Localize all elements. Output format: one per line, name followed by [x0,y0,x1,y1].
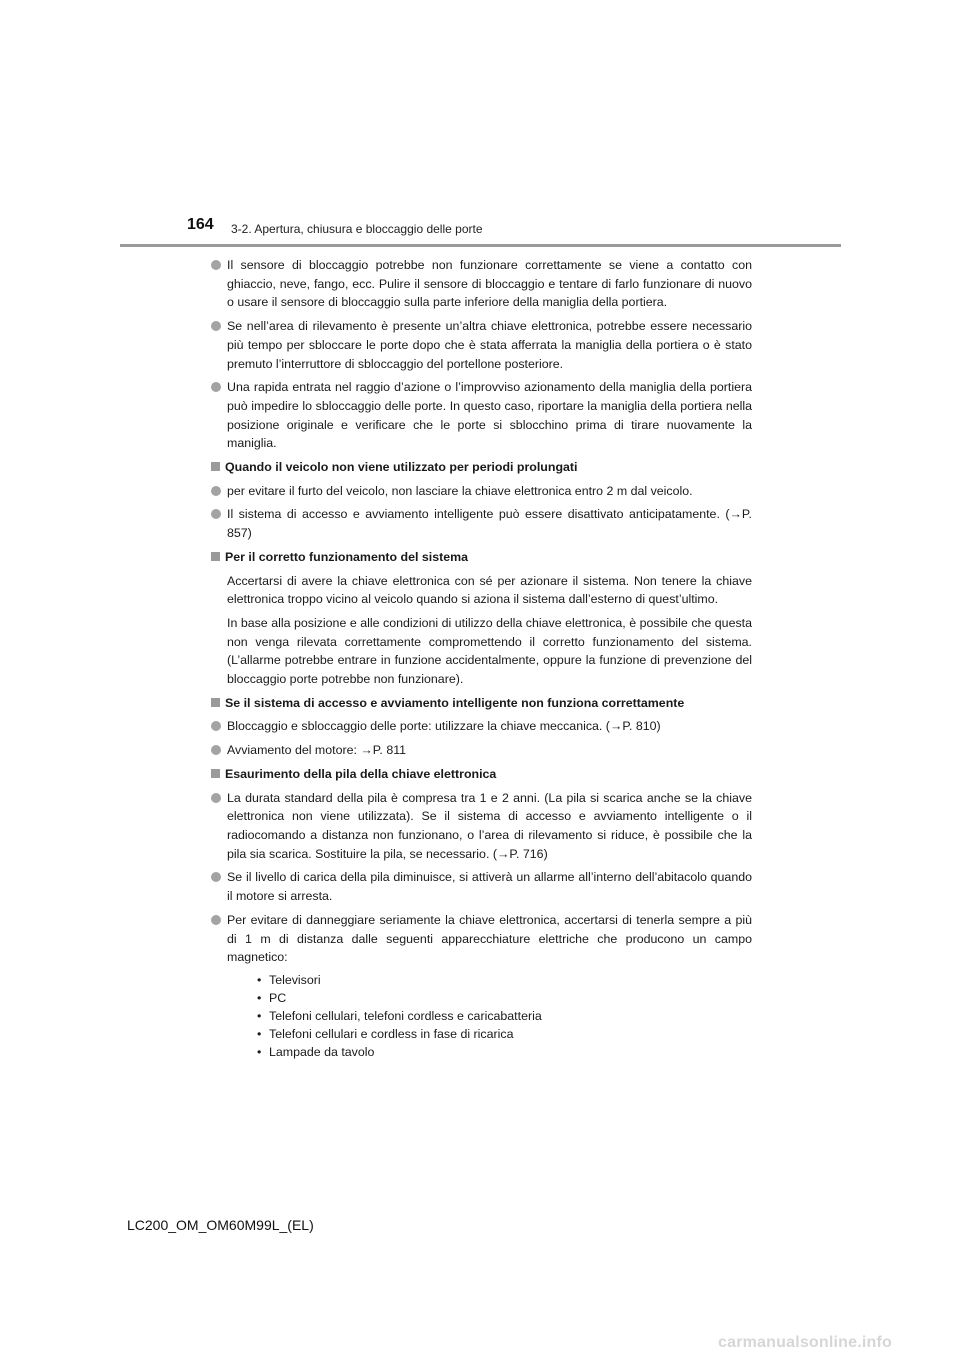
list-item: Una rapida entrata nel raggio d’azione o l’improvviso azionamento della maniglia della portiera può impedire lo sbloccaggio delle porte. In questo caso, riportare la maniglia della portiera nella posizione originale e verificare che le porte si sblocchino prima di tirare nuovamente la maniglia. [211,378,752,453]
device-list [227,971,752,1061]
section-heading: Per il corretto funzionamento del sistema [211,548,752,567]
bullet-dot-icon [211,382,221,392]
list-item: Il sensore di bloccaggio potrebbe non funzionare correttamente se viene a contatto con ghiaccio, neve, fango, ecc. Pulire il sensore di bloccaggio e tentare di farlo funzionare di nuovo o usare il sensore di bloccaggio sulla parte inferiore della maniglia della portiera. [211,256,752,312]
list-item: Bloccaggio e sbloccaggio delle porte: utilizzare la chiave meccanica. (→P. 810) [211,717,752,736]
device-item: • PC [257,989,752,1007]
heading-square-icon [211,698,220,707]
list-item: Avviamento del motore: →P. 811 [211,741,752,760]
section-heading: Esaurimento della pila della chiave elettronica [211,765,752,784]
bullet-dot-icon [211,745,221,755]
list-item: Per evitare di danneggiare seriamente la chiave elettronica, accertarsi di tenerla sempre a più di 1 m di distanza dalle seguenti apparecchiature elettriche che producono un campo magnetico: • Televisori • PC • Telefoni cellulari, telefoni cordless e caricabatteria • Telefoni cellulari e cordless in fase di ricarica • Lampade da tavolo [211,911,752,1061]
page-number: 164 [187,216,214,233]
header-rule [120,244,841,247]
paragraph: In base alla posizione e alle condizioni di utilizzo della chiave elettronica, è possibile che questa non venga rilevata correttamente compromettendo il corretto funzionamento del sistema. (L’allarme potrebbe entrare in funzione accidentalmente, oppure la funzione di prevenzione del bloccaggio porte potrebbe non funzionare). [227,615,752,687]
section-title: 3-2. Apertura, chiusura e bloccaggio delle porte [231,222,483,236]
list-item: La durata standard della pila è compresa tra 1 e 2 anni. (La pila si scarica anche se la chiave elettronica non viene utilizzata). Se il sistema di accesso e avviamento intelligente o il radiocomando a distanza non funzionano, o l’area di rilevamento si riduce, è possibile che la pila sia scarica. Sostituire la pila, se necessario. (→P. 716) [211,789,752,864]
watermark: carmanualsonline.info [718,1334,893,1351]
section-heading: Quando il veicolo non viene utilizzato per periodi prolungati [211,458,752,477]
device-item: • Telefoni cellulari e cordless in fase di ricarica [257,1025,752,1043]
footer-code: LC200_OM_OM60M99L_(EL) [127,1217,314,1233]
bullet-dot-icon [211,872,221,882]
bullet-dot-icon [211,321,221,331]
heading-square-icon [211,462,220,471]
heading-square-icon [211,769,220,778]
bullet-dot-icon [211,793,221,803]
bullet-dot-icon [211,721,221,731]
device-item: • Telefoni cellulari, telefoni cordless e caricabatteria [257,1007,752,1025]
device-item: • Televisori [257,971,752,989]
bullet-dot-icon [211,509,221,519]
list-item: Se nell’area di rilevamento è presente un’altra chiave elettronica, potrebbe essere necessario più tempo per sbloccare le porte dopo che è stata afferrata la maniglia della portiera o è stato premuto l’interruttore di sbloccaggio del portellone posteriore. [211,317,752,373]
list-item: per evitare il furto del veicolo, non lasciare la chiave elettronica entro 2 m dal veicolo. [211,482,752,501]
bullet-dot-icon [211,260,221,270]
bullet-dot-icon [211,915,221,925]
list-item: Se il livello di carica della pila diminuisce, si attiverà un allarme all’interno dell’abitacolo quando il motore si arresta. [211,868,752,905]
paragraph: Accertarsi di avere la chiave elettronica con sé per azionare il sistema. Non tenere la chiave elettronica troppo vicino al veicolo quando si aziona il sistema dall’esterno di quest’ultimo. [227,573,752,607]
heading-square-icon [211,552,220,561]
bullet-dot-icon [211,486,221,496]
device-item: • Lampade da tavolo [257,1043,752,1061]
section-heading: Se il sistema di accesso e avviamento intelligente non funziona correttamente [211,694,752,713]
page-content [211,256,752,1066]
list-item: Il sistema di accesso e avviamento intelligente può essere disattivato anticipatamente. (→P. 857) [211,505,752,542]
